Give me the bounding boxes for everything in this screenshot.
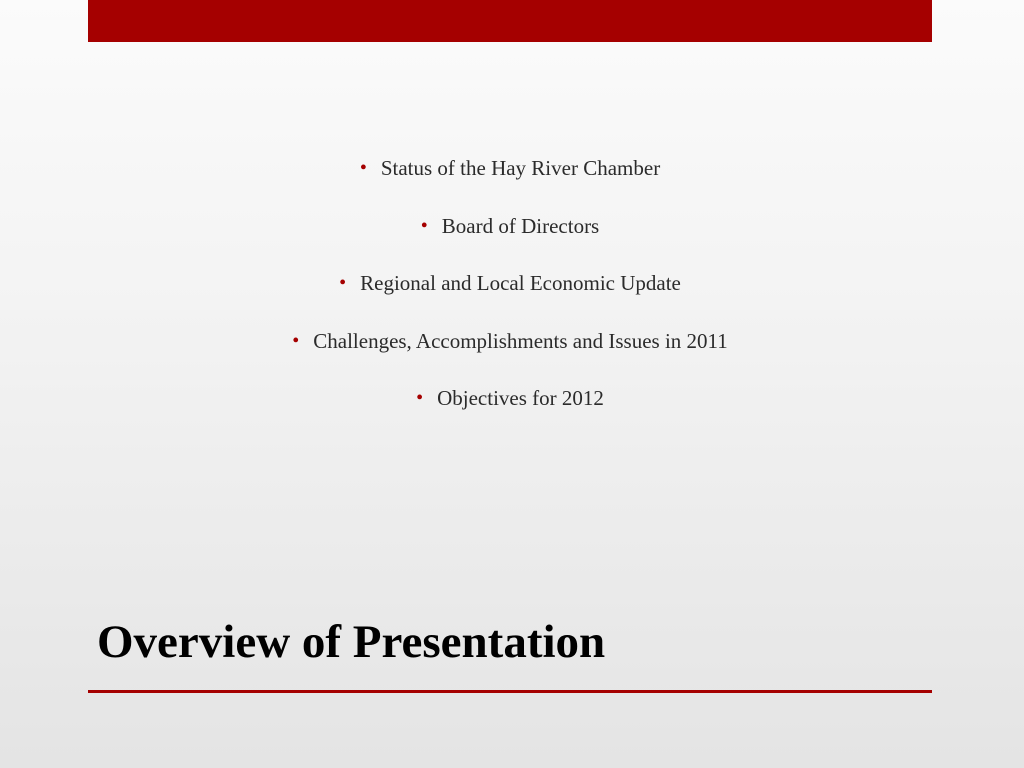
bullet-dot-icon: • [292, 329, 300, 352]
bullet-item [88, 198, 932, 256]
bullet-dot-icon: • [420, 214, 428, 237]
bullet-text: Regional and Local Economic Update [360, 271, 681, 295]
slide-title: Overview of Presentation [97, 616, 606, 668]
bullet-dot-icon: • [416, 387, 424, 409]
bullet-item [88, 370, 932, 428]
bullet-dot-icon: • [339, 272, 347, 294]
bullet-item [88, 313, 932, 371]
bullet-dot-icon: • [359, 157, 367, 179]
bullet-item [88, 255, 932, 313]
bullet-item [88, 140, 932, 198]
bullet-text: Board of Directors [441, 213, 600, 238]
bullet-text: Objectives for 2012 [437, 386, 604, 410]
bullet-text: Challenges, Accomplishments and Issues in 2011 [313, 328, 728, 353]
bullet-list [88, 140, 932, 428]
top-accent-bar [88, 0, 932, 42]
bullet-text: Status of the Hay River Chamber [380, 156, 661, 180]
title-underline [88, 690, 932, 693]
